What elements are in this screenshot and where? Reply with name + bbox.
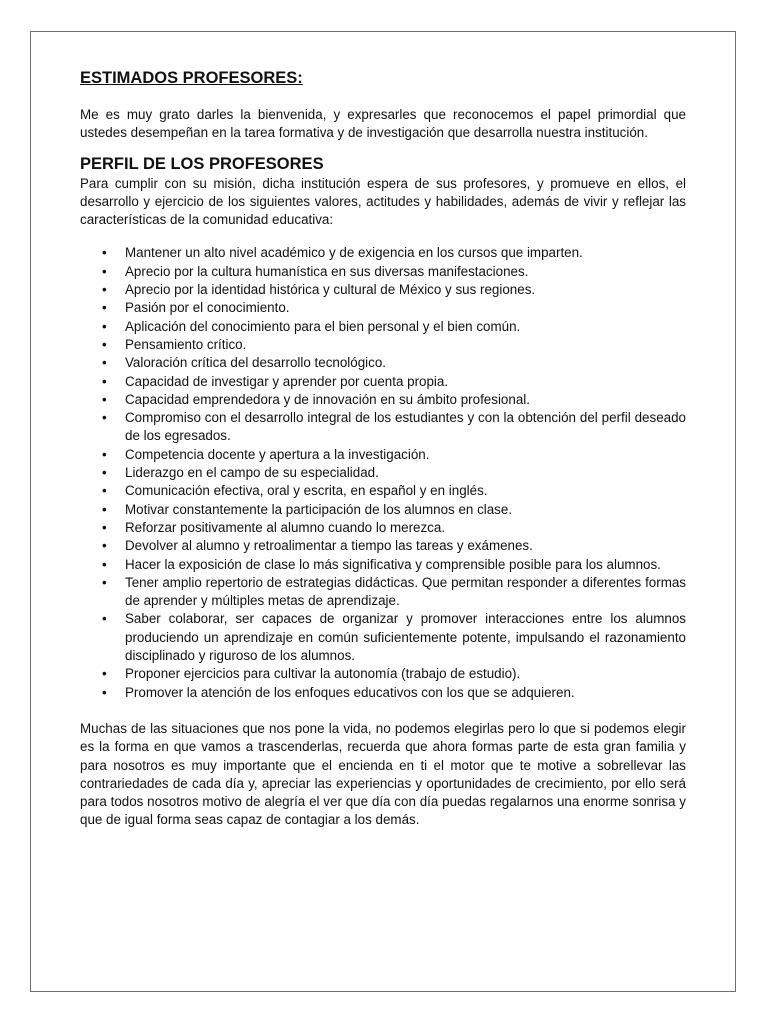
- list-item: [80, 574, 686, 611]
- list-item: [80, 263, 686, 281]
- bullet-icon: •: [102, 355, 107, 371]
- list-item-text: Pensamiento crítico.: [125, 336, 247, 352]
- list-item: [80, 482, 686, 500]
- list-item: [80, 281, 686, 299]
- list-item-text: Comunicación efectiva, oral y escrita, en español y en inglés.: [125, 483, 488, 499]
- bullet-icon: •: [102, 318, 107, 334]
- bullet-icon: •: [102, 391, 107, 407]
- section-heading: PERFIL DE LOS PROFESORES: [80, 154, 324, 173]
- bullet-icon: •: [102, 336, 107, 352]
- list-item-text: Mantener un alto nivel académico y de exigencia en los cursos que imparten.: [125, 245, 583, 261]
- list-item: [80, 665, 686, 683]
- list-item: [80, 409, 686, 446]
- list-item: [80, 244, 686, 262]
- list-item: [80, 556, 686, 574]
- list-item-text: Capacidad emprendedora y de innovación en su ámbito profesional.: [125, 391, 530, 407]
- list-item: [80, 318, 686, 336]
- list-item: [80, 610, 686, 665]
- list-item: [80, 354, 686, 372]
- bullet-icon: •: [102, 538, 107, 554]
- document-content: [80, 68, 686, 843]
- profile-list: [80, 244, 686, 701]
- list-item-text: Valoración crítica del desarrollo tecnológico.: [125, 355, 387, 371]
- bullet-icon: •: [102, 282, 107, 298]
- bullet-icon: •: [102, 684, 107, 700]
- closing-paragraph: Muchas de las situaciones que nos pone la vida, no podemos elegirlas pero lo que si podemos elegir es la forma en que vamos a trascenderlas, recuerda que ahora formas parte de esta gran familia y para nosotros es muy importante que el encienda en ti el motor que te motive a sobrellevar las contrariedades de cada día y, apreciar las experiencias y oportunidades de crecimiento, por ello será para todos nosotros motivo de alegría el ver que día con día puedas regalarnos una enorme sonrisa y que de igual forma seas capaz de contagiar a los demás.: [80, 720, 686, 828]
- list-item-text: Competencia docente y apertura a la investigación.: [125, 446, 430, 462]
- section-intro-paragraph: Para cumplir con su misión, dicha institución espera de sus profesores, y promueve en ellos, el desarrollo y ejercicio de los siguientes valores, actitudes y habilidades, además de vivir y reflejar las características de la comunidad educativa:: [80, 175, 686, 228]
- list-item-text: Devolver al alumno y retroalimentar a tiempo las tareas y exámenes.: [125, 538, 533, 554]
- bullet-icon: •: [102, 300, 107, 316]
- list-item-text: Pasión por el conocimiento.: [125, 300, 290, 316]
- page-title: ESTIMADOS PROFESORES:: [80, 69, 303, 87]
- list-item-text: Saber colaborar, ser capaces de organizar y promover interacciones entre los alumnos produciendo un aprendizaje en común suficientemente potente, impulsando el razonamiento disciplinado y riguroso de los alumnos.: [125, 611, 686, 664]
- bullet-icon: •: [102, 263, 107, 279]
- bullet-icon: •: [102, 410, 107, 426]
- list-item: [80, 336, 686, 354]
- list-item-text: Motivar constantemente la participación de los alumnos en clase.: [125, 501, 513, 517]
- bullet-icon: •: [102, 666, 107, 682]
- list-item: [80, 464, 686, 482]
- bullet-icon: •: [102, 446, 107, 462]
- list-item: [80, 537, 686, 555]
- bullet-icon: •: [102, 465, 107, 481]
- bullet-icon: •: [102, 556, 107, 572]
- bullet-icon: •: [102, 483, 107, 499]
- bullet-icon: •: [102, 574, 107, 590]
- list-item-text: Liderazgo en el campo de su especialidad.: [125, 465, 379, 481]
- list-item-text: Promover la atención de los enfoques educativos con los que se adquieren.: [125, 684, 575, 700]
- list-item: [80, 501, 686, 519]
- list-item-text: Aplicación del conocimiento para el bien personal y el bien común.: [125, 318, 521, 334]
- list-item: [80, 373, 686, 391]
- bullet-icon: •: [102, 373, 107, 389]
- document-page: [30, 31, 736, 992]
- bullet-icon: •: [102, 245, 107, 261]
- list-item: [80, 391, 686, 409]
- list-item: [80, 684, 686, 702]
- list-item-text: Aprecio por la cultura humanística en sus diversas manifestaciones.: [125, 263, 529, 279]
- list-item-text: Reforzar positivamente al alumno cuando lo merezca.: [125, 519, 446, 535]
- bullet-icon: •: [102, 501, 107, 517]
- list-item: [80, 446, 686, 464]
- list-item-text: Aprecio por la identidad histórica y cultural de México y sus regiones.: [125, 282, 536, 298]
- list-item-text: Proponer ejercicios para cultivar la autonomía (trabajo de estudio).: [125, 666, 521, 682]
- list-item-text: Hacer la exposición de clase lo más significativa y comprensible posible para los alumnos.: [125, 556, 661, 572]
- list-item-text: Tener amplio repertorio de estrategias didácticas. Que permitan responder a diferentes formas de aprender y múltiples metas de aprendizaje.: [125, 574, 686, 609]
- bullet-icon: •: [102, 611, 107, 627]
- intro-paragraph: Me es muy grato darles la bienvenida, y expresarles que reconocemos el papel primordial que ustedes desempeñan en la tarea formativa y de investigación que desarrolla nuestra institución.: [80, 107, 686, 141]
- list-item: [80, 299, 686, 317]
- bullet-icon: •: [102, 519, 107, 535]
- list-item-text: Capacidad de investigar y aprender por cuenta propia.: [125, 373, 449, 389]
- list-item: [80, 519, 686, 537]
- list-item-text: Compromiso con el desarrollo integral de los estudiantes y con la obtención del perfil deseado de los egresados.: [125, 410, 686, 444]
